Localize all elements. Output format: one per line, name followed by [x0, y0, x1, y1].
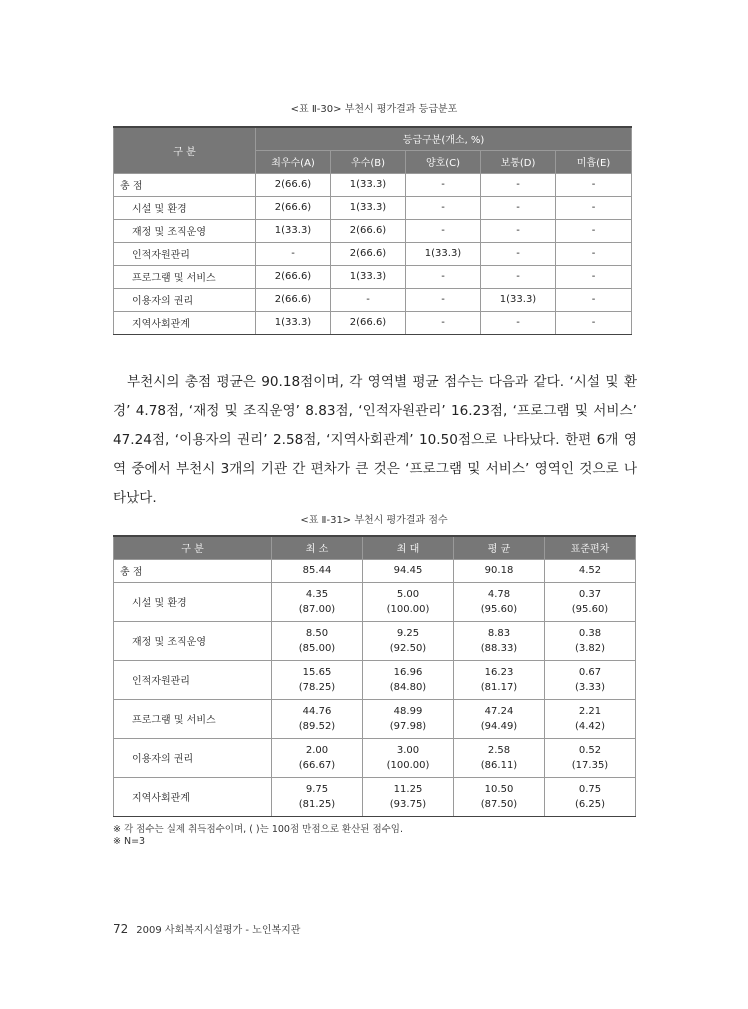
table-cell: 1(33.3)	[331, 196, 406, 219]
scaled-score: (17.35)	[571, 759, 609, 771]
scaled-score: (4.42)	[574, 720, 606, 732]
table-cell: 4.52	[545, 559, 636, 582]
table-note: ※ N=3	[113, 836, 146, 847]
table-row	[114, 660, 636, 699]
table-cell	[454, 621, 545, 660]
raw-score: 11.25	[393, 783, 423, 795]
table-cell: 1(33.3)	[331, 265, 406, 288]
header-grade-group: 등급구분(개소, %)	[256, 127, 632, 150]
table-cell: 1(33.3)	[256, 219, 331, 242]
table-cell	[363, 660, 454, 699]
raw-score: 4.35	[305, 588, 329, 600]
page-footer	[113, 921, 300, 936]
table-cell	[545, 738, 636, 777]
summary-paragraph: 부천시의 총점 평균은 90.18점이며, 각 영역별 평균 점수는 다음과 같다. ‘시설 및 환경’ 4.78점, ‘재정 및 조직운영’ 8.83점, ‘인적자원관리’ 16.23점, ‘프로그램 및 서비스’ 47.24점, ‘이용자의 권리’ 2.58점, ‘지역사회관계’ 10.50점으로 나타났다. 한편 6개 영역 중에서 부천시 3개의 기관 간 편차가 큰 것은 ‘프로그램 및 서비스’ 영역인 것으로 나타났다.	[113, 374, 637, 506]
table-cell: -	[481, 173, 556, 196]
table-row	[114, 738, 636, 777]
row-label: 시설 및 환경	[114, 196, 256, 219]
table-cell: -	[406, 196, 481, 219]
header-category: 구 분	[114, 536, 272, 559]
row-label: 재정 및 조직운영	[114, 621, 272, 660]
scaled-score: (6.25)	[574, 798, 606, 810]
table-cell: -	[556, 219, 632, 242]
table-cell	[272, 621, 363, 660]
scaled-score: (100.00)	[386, 603, 430, 615]
row-label: 이용자의 권리	[114, 288, 256, 311]
raw-score: 44.76	[302, 705, 332, 717]
table-cell	[363, 777, 454, 816]
score-table	[113, 535, 636, 817]
table-cell: -	[406, 288, 481, 311]
table-cell: -	[481, 311, 556, 334]
scaled-score: (100.00)	[386, 759, 430, 771]
table-cell: 1(33.3)	[331, 173, 406, 196]
scaled-score: (92.50)	[389, 642, 427, 654]
table-cell: 94.45	[363, 559, 454, 582]
table-cell: -	[481, 242, 556, 265]
table-cell: -	[481, 219, 556, 242]
raw-score: 48.99	[393, 705, 423, 717]
table-cell	[545, 660, 636, 699]
table-cell: -	[406, 173, 481, 196]
raw-score: 10.50	[484, 783, 514, 795]
scaled-score: (95.60)	[480, 603, 518, 615]
raw-score: 2.21	[578, 705, 602, 717]
scaled-score: (84.80)	[389, 681, 427, 693]
table-cell: 2(66.6)	[331, 242, 406, 265]
table-row	[114, 777, 636, 816]
row-label: 인적자원관리	[114, 660, 272, 699]
table-cell: 2(66.6)	[256, 265, 331, 288]
header-max: 최 대	[363, 536, 454, 559]
row-label: 프로그램 및 서비스	[114, 699, 272, 738]
table-row	[114, 265, 632, 288]
table1-caption: <표 Ⅱ-30> 부천시 평가결과 등급분포	[290, 104, 458, 115]
header-grade-d: 보통(D)	[481, 150, 556, 173]
scaled-score: (3.82)	[574, 642, 606, 654]
scaled-score: (78.25)	[298, 681, 336, 693]
raw-score: 8.50	[305, 627, 329, 639]
raw-score: 5.00	[396, 588, 420, 600]
raw-score: 0.37	[578, 588, 602, 600]
table-cell	[272, 660, 363, 699]
table-cell: 1(33.3)	[481, 288, 556, 311]
raw-score: 3.00	[396, 744, 420, 756]
table-cell: -	[556, 173, 632, 196]
table-cell	[454, 660, 545, 699]
row-label: 이용자의 권리	[114, 738, 272, 777]
footer-title: 2009 사회복지시설평가 - 노인복지관	[136, 925, 301, 936]
table-row	[114, 196, 632, 219]
row-label: 시설 및 환경	[114, 582, 272, 621]
row-label: 지역사회관계	[114, 777, 272, 816]
table-cell: -	[556, 265, 632, 288]
table-cell	[454, 699, 545, 738]
page-number: 72	[113, 922, 129, 936]
raw-score: 0.52	[578, 744, 602, 756]
raw-score: 16.23	[484, 666, 514, 678]
table2-caption: <표 Ⅱ-31> 부천시 평가결과 점수	[300, 515, 448, 526]
scaled-score: (81.17)	[480, 681, 518, 693]
table-cell	[272, 699, 363, 738]
table-cell: 2(66.6)	[256, 196, 331, 219]
table-cell: 90.18	[454, 559, 545, 582]
table-cell: -	[556, 311, 632, 334]
table-row	[114, 242, 632, 265]
row-label: 인적자원관리	[114, 242, 256, 265]
scaled-score: (97.98)	[389, 720, 427, 732]
table-cell: -	[481, 196, 556, 219]
scaled-score: (88.33)	[480, 642, 518, 654]
row-label: 재정 및 조직운영	[114, 219, 256, 242]
table-cell: -	[256, 242, 331, 265]
raw-score: 9.75	[305, 783, 329, 795]
scaled-score: (66.67)	[298, 759, 336, 771]
header-min: 최 소	[272, 536, 363, 559]
scaled-score: (86.11)	[480, 759, 518, 771]
row-label: 프로그램 및 서비스	[114, 265, 256, 288]
scaled-score: (94.49)	[480, 720, 518, 732]
header-grade-a: 최우수(A)	[256, 150, 331, 173]
table-cell	[363, 582, 454, 621]
table-row	[114, 582, 636, 621]
scaled-score: (81.25)	[298, 798, 336, 810]
table-row	[114, 219, 632, 242]
raw-score: 8.83	[487, 627, 511, 639]
raw-score: 16.96	[393, 666, 423, 678]
scaled-score: (95.60)	[571, 603, 609, 615]
table-cell	[545, 777, 636, 816]
scaled-score: (89.52)	[298, 720, 336, 732]
table-cell	[454, 738, 545, 777]
raw-score: 47.24	[484, 705, 514, 717]
table-row	[114, 621, 636, 660]
table-cell	[272, 738, 363, 777]
scaled-score: (87.00)	[298, 603, 336, 615]
raw-score: 0.67	[578, 666, 602, 678]
table-cell: -	[406, 219, 481, 242]
header-grade-b: 우수(B)	[331, 150, 406, 173]
table-row	[114, 559, 636, 582]
table-cell: 2(66.6)	[331, 311, 406, 334]
table-cell: -	[556, 288, 632, 311]
table-cell	[272, 777, 363, 816]
header-grade-e: 미흡(E)	[556, 150, 632, 173]
row-label: 총 점	[114, 173, 256, 196]
raw-score: 15.65	[302, 666, 332, 678]
table-row	[114, 311, 632, 334]
table-row	[114, 288, 632, 311]
row-label: 지역사회관계	[114, 311, 256, 334]
raw-score: 9.25	[396, 627, 420, 639]
scaled-score: (93.75)	[389, 798, 427, 810]
table-cell	[454, 582, 545, 621]
grade-distribution-table	[113, 126, 632, 335]
table-cell	[545, 582, 636, 621]
table-cell: -	[406, 265, 481, 288]
scaled-score: (85.00)	[298, 642, 336, 654]
table-cell: -	[556, 242, 632, 265]
table-cell: -	[406, 311, 481, 334]
table-cell	[363, 699, 454, 738]
table-cell: 2(66.6)	[256, 288, 331, 311]
raw-score: 2.58	[487, 744, 511, 756]
table-cell: 1(33.3)	[256, 311, 331, 334]
table-note: ※ 각 점수는 실제 취득점수이며, ( )는 100점 만점으로 환산된 점수임.	[113, 824, 403, 835]
table-cell	[272, 582, 363, 621]
raw-score: 4.78	[487, 588, 511, 600]
header-grade-c: 양호(C)	[406, 150, 481, 173]
table-cell: 85.44	[272, 559, 363, 582]
table-cell	[454, 777, 545, 816]
table-cell	[545, 621, 636, 660]
header-std: 표준편차	[545, 536, 636, 559]
scaled-score: (87.50)	[480, 798, 518, 810]
table-row	[114, 173, 632, 196]
raw-score: 0.38	[578, 627, 602, 639]
table-cell	[545, 699, 636, 738]
raw-score: 0.75	[578, 783, 602, 795]
table-row	[114, 699, 636, 738]
table-cell	[363, 621, 454, 660]
table-cell: 2(66.6)	[256, 173, 331, 196]
scaled-score: (3.33)	[574, 681, 606, 693]
raw-score: 2.00	[305, 744, 329, 756]
table-cell	[363, 738, 454, 777]
table-cell: -	[481, 265, 556, 288]
table-cell: -	[331, 288, 406, 311]
table-cell: -	[556, 196, 632, 219]
row-label: 총 점	[114, 559, 272, 582]
header-mean: 평 균	[454, 536, 545, 559]
table-cell: 1(33.3)	[406, 242, 481, 265]
header-category: 구 분	[114, 127, 256, 173]
table-cell: 2(66.6)	[331, 219, 406, 242]
